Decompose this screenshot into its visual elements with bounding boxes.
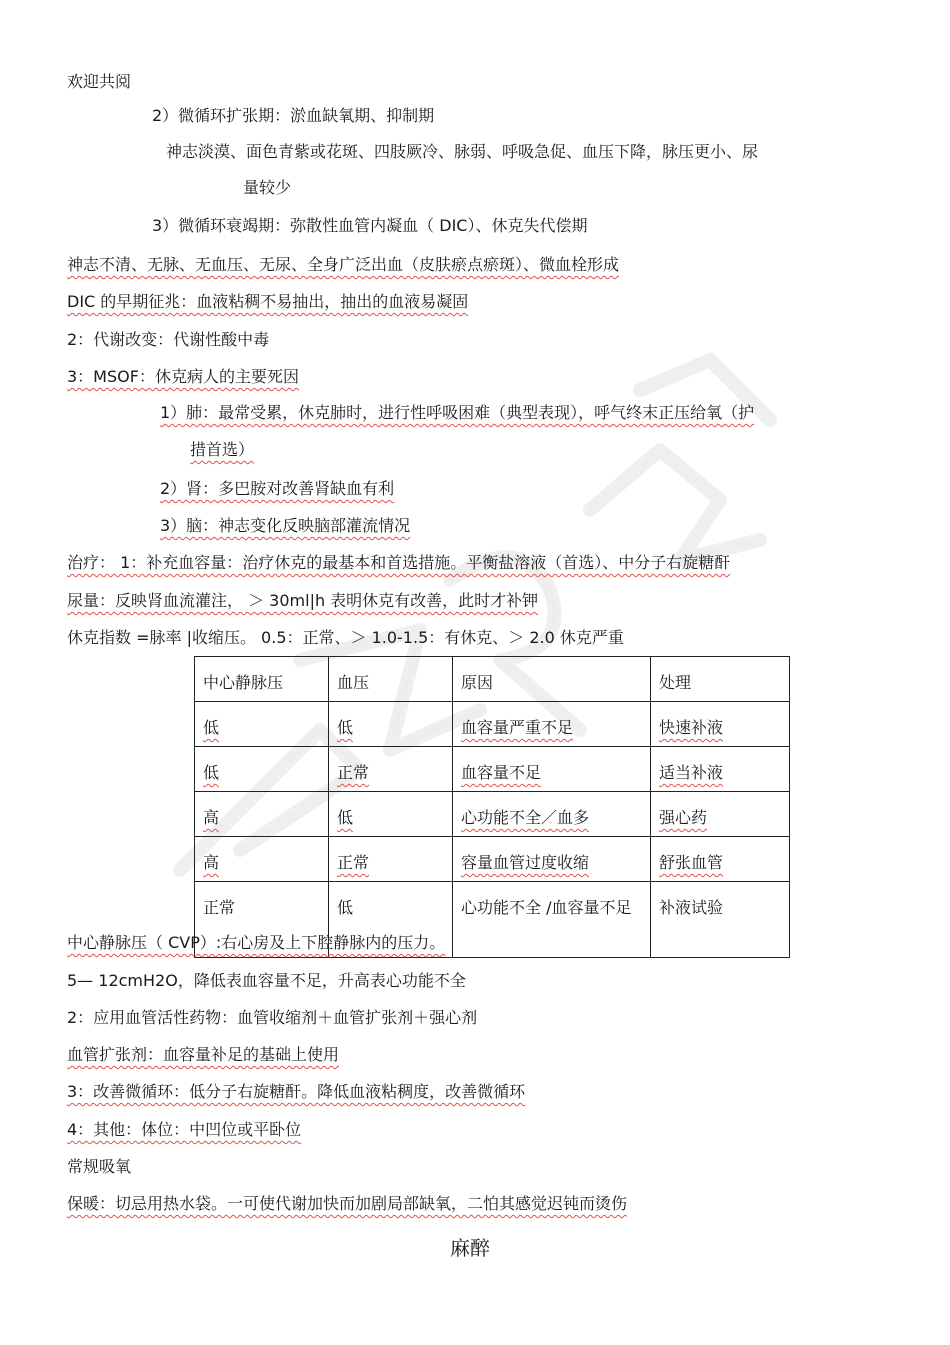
table-cell: 低 bbox=[329, 882, 453, 958]
text-line-8: 3：MSOF：休克病人的主要死因 bbox=[67, 367, 299, 386]
table-cell bbox=[329, 702, 453, 747]
text-line-12: 3）脑：神志变化反映脑部灌流情况 bbox=[160, 516, 411, 535]
table-cell: 补液试验 bbox=[651, 882, 790, 958]
text-line-18: 2：应用血管活性药物：血管收缩剂＋血管扩张剂＋强心剂 bbox=[67, 1008, 478, 1027]
text-line-2: 神志淡漠、面色青紫或花斑、四肢厥冷、脉弱、呼吸急促、血压下降，脉压更小、尿 bbox=[166, 142, 759, 161]
text-line-20: 3：改善微循环：低分子右旋糖酐。降低血液粘稠度，改善微循环 bbox=[67, 1082, 526, 1101]
text-line-13: 治疗： 1：补充血容量：治疗休克的最基本和首选措施。平衡盐溶液（首选）、中分子右旋糖酐 bbox=[67, 553, 731, 572]
table-header-cell: 原因 bbox=[453, 657, 651, 702]
table-cell bbox=[651, 792, 790, 837]
cell-text: 正常 bbox=[337, 763, 370, 782]
cell-text: 强心药 bbox=[659, 808, 708, 827]
text-line-15: 休克指数 =脉率 |收缩压。 0.5：正常、＞ 1.0-1.5：有休克、＞ 2.0 休克严重 bbox=[67, 628, 624, 647]
table-cell bbox=[651, 702, 790, 747]
table-cell bbox=[453, 792, 651, 837]
cell-text: 血容量严重不足 bbox=[461, 718, 574, 737]
table-cell bbox=[651, 837, 790, 882]
table-cell bbox=[651, 747, 790, 792]
table-row bbox=[195, 702, 790, 747]
text-line-7: 2：代谢改变：代谢性酸中毒 bbox=[67, 330, 270, 349]
table-cell bbox=[329, 837, 453, 882]
cell-text: 适当补液 bbox=[659, 763, 724, 782]
table-cell bbox=[329, 747, 453, 792]
cell-text: 正常 bbox=[337, 853, 370, 872]
cell-text: 高 bbox=[203, 808, 220, 827]
cell-text: 血容量不足 bbox=[461, 763, 542, 782]
cell-text: 高 bbox=[203, 853, 220, 872]
text-line-6: DIC 的早期征兆：血液粘稠不易抽出，抽出的血液易凝固 bbox=[67, 292, 469, 311]
table-cell bbox=[329, 792, 453, 837]
text-line-11: 2）肾：多巴胺对改善肾缺血有利 bbox=[160, 479, 395, 498]
cvp-table bbox=[194, 656, 790, 958]
table-cell: 心功能不全 /血容量不足 bbox=[453, 882, 651, 958]
cell-text: 低 bbox=[203, 763, 220, 782]
text-line-17: 5— 12cmH2O，降低表血容量不足，升高表心功能不全 bbox=[67, 971, 466, 990]
table-cell bbox=[195, 747, 329, 792]
text-line-5: 神志不清、无脉、无血压、无尿、全身广泛出血（皮肤瘀点瘀斑）、微血栓形成 bbox=[67, 255, 620, 274]
text-line-4: 3）微循环衰竭期：弥散性血管内凝血（ DIC）、休克失代偿期 bbox=[152, 216, 588, 235]
table-cell bbox=[195, 702, 329, 747]
table-header-cell: 处理 bbox=[651, 657, 790, 702]
text-line-22: 常规吸氧 bbox=[67, 1157, 132, 1176]
header-text: 欢迎共阅 bbox=[67, 72, 132, 91]
cell-text: 低 bbox=[337, 718, 354, 737]
cell-text: 快速补液 bbox=[659, 718, 724, 737]
text-line-9: 1）肺：最常受累，休克肺时，进行性呼吸困难（典型表现），呼气终末正压给氧（护 bbox=[160, 403, 755, 422]
table-row bbox=[195, 837, 790, 882]
cell-text: 低 bbox=[337, 808, 354, 827]
text-line-14: 尿量：反映肾血流灌注， ＞ 30ml|h 表明休克有改善，此时才补钾 bbox=[67, 591, 539, 610]
cell-text: 心功能不全／血多 bbox=[461, 808, 590, 827]
text-line-19: 血管扩张剂：血容量补足的基础上使用 bbox=[67, 1045, 340, 1064]
table-row bbox=[195, 792, 790, 837]
table-cell: 正常 bbox=[195, 882, 329, 958]
text-line-23: 保暖：切忌用热水袋。一可使代谢加快而加剧局部缺氧，二怕其感觉迟钝而烫伤 bbox=[67, 1194, 628, 1213]
table-cell bbox=[453, 747, 651, 792]
cell-text: 容量血管过度收缩 bbox=[461, 853, 590, 872]
text-line-1: 2）微循环扩张期：淤血缺氧期、抑制期 bbox=[152, 106, 435, 125]
text-line-3: 量较少 bbox=[243, 178, 292, 197]
table-cell bbox=[195, 792, 329, 837]
cell-text: 低 bbox=[203, 718, 220, 737]
table-header-cell: 中心静脉压 bbox=[195, 657, 329, 702]
section-title: 麻醉 bbox=[450, 1236, 490, 1260]
table-header-cell: 血压 bbox=[329, 657, 453, 702]
cell-text: 舒张血管 bbox=[659, 853, 724, 872]
table-cell bbox=[195, 837, 329, 882]
table-row bbox=[195, 747, 790, 792]
text-line-16: 中心静脉压（ CVP）:右心房及上下腔静脉内的压力。 bbox=[67, 933, 446, 952]
table-header-row bbox=[195, 657, 790, 702]
table-cell bbox=[453, 837, 651, 882]
text-line-21: 4：其他：体位：中凹位或平卧位 bbox=[67, 1120, 302, 1139]
table-cell bbox=[453, 702, 651, 747]
text-line-10: 措首选） bbox=[190, 440, 255, 459]
